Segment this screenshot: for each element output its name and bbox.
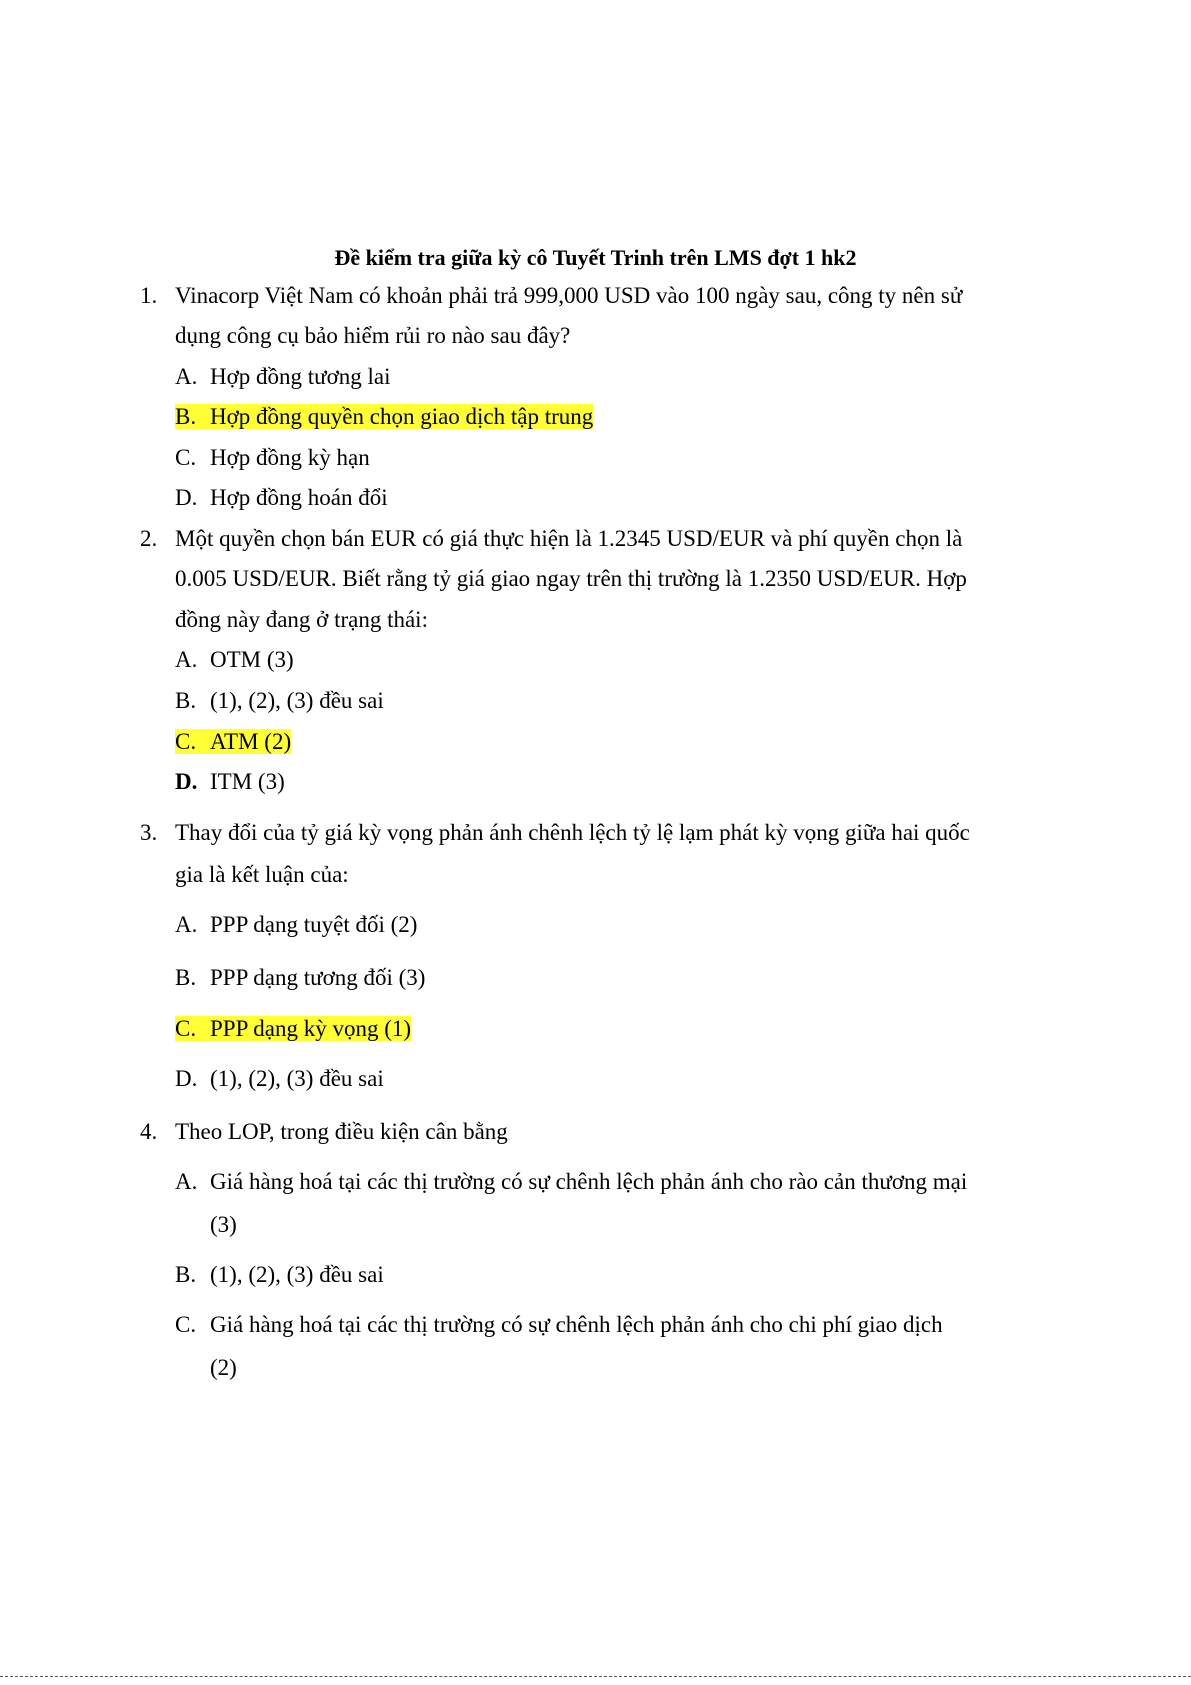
option-c [175,443,370,473]
option-d [175,1064,384,1094]
option-letter: D. [175,485,198,510]
option-a [175,1167,967,1197]
question-number: 4. [140,1119,158,1144]
question-text-line: Theo LOP, trong điều kiện cân bằng [175,1119,508,1144]
question-text-line: Một quyền chọn bán EUR có giá thực hiện là 1.2345 USD/EUR và phí quyền chọn là [175,526,963,551]
question-text-line: 0.005 USD/EUR. Biết rằng tỷ giá giao ngay trên thị trường là 1.2350 USD/EUR. Hợp [175,566,967,591]
option-text: PPP dạng tuyệt đối (2) [210,912,418,937]
option-d [175,767,285,797]
option-letter: A. [175,647,198,672]
option-letter: A. [175,1169,198,1194]
question-text-line: Thay đổi của tỷ giá kỳ vọng phản ánh chênh lệch tỷ lệ lạm phát kỳ vọng giữa hai quốc [175,820,970,845]
question-number: 1. [140,283,158,308]
question-number: 2. [140,526,158,551]
option-letter: B. [175,965,197,990]
option-b [175,963,425,993]
option-letter: B. [175,688,197,713]
option-text: (1), (2), (3) đều sai [210,1066,384,1091]
option-continuation: (2) [210,1355,237,1380]
option-c-highlighted [175,1014,411,1044]
option-c-highlighted [175,727,291,757]
option-letter: D. [175,769,198,794]
page-bottom-rule [0,1676,1191,1677]
option-a [175,910,417,940]
option-text: OTM (3) [210,647,294,672]
option-b [175,686,384,716]
option-letter: B. [175,1262,197,1287]
option-text: Giá hàng hoá tại các thị trường có sự chênh lệch phản ánh cho rào cản thương mại [210,1169,968,1194]
option-letter: C. [175,445,197,470]
option-a [175,362,391,392]
option-d [175,483,388,513]
option-text: Hợp đồng tương lai [210,364,391,389]
question-text-line: dụng công cụ bảo hiểm rủi ro nào sau đây? [175,323,571,348]
option-a [175,645,294,675]
option-letter: C. [175,729,197,754]
option-text: ATM (2) [210,729,292,754]
page-title: Đề kiểm tra giữa kỳ cô Tuyết Trinh trên LMS đợt 1 hk2 [334,245,857,270]
option-letter: B. [175,404,197,429]
option-text: ITM (3) [210,769,285,794]
option-continuation: (3) [210,1212,237,1237]
option-letter: D. [175,1066,198,1091]
option-letter: A. [175,364,198,389]
option-text: Hợp đồng quyền chọn giao dịch tập trung [210,404,594,429]
option-b [175,1260,384,1290]
question-number: 3. [140,820,158,845]
question-text-line: Vinacorp Việt Nam có khoản phải trả 999,000 USD vào 100 ngày sau, công ty nên sử [175,283,963,308]
option-text: Hợp đồng kỳ hạn [210,445,370,470]
option-letter: C. [175,1016,197,1041]
option-letter: A. [175,912,198,937]
option-text: Hợp đồng hoán đổi [210,485,388,510]
option-text: (1), (2), (3) đều sai [210,688,384,713]
option-text: PPP dạng kỳ vọng (1) [210,1016,412,1041]
question-text-line: đồng này đang ở trạng thái: [175,607,428,632]
question-text-line: gia là kết luận của: [175,862,349,887]
option-b-highlighted [175,402,593,432]
option-text: (1), (2), (3) đều sai [210,1262,384,1287]
option-letter: C. [175,1312,197,1337]
option-c [175,1310,943,1340]
option-text: PPP dạng tương đối (3) [210,965,426,990]
option-text: Giá hàng hoá tại các thị trường có sự chênh lệch phản ánh cho chi phí giao dịch [210,1312,943,1337]
